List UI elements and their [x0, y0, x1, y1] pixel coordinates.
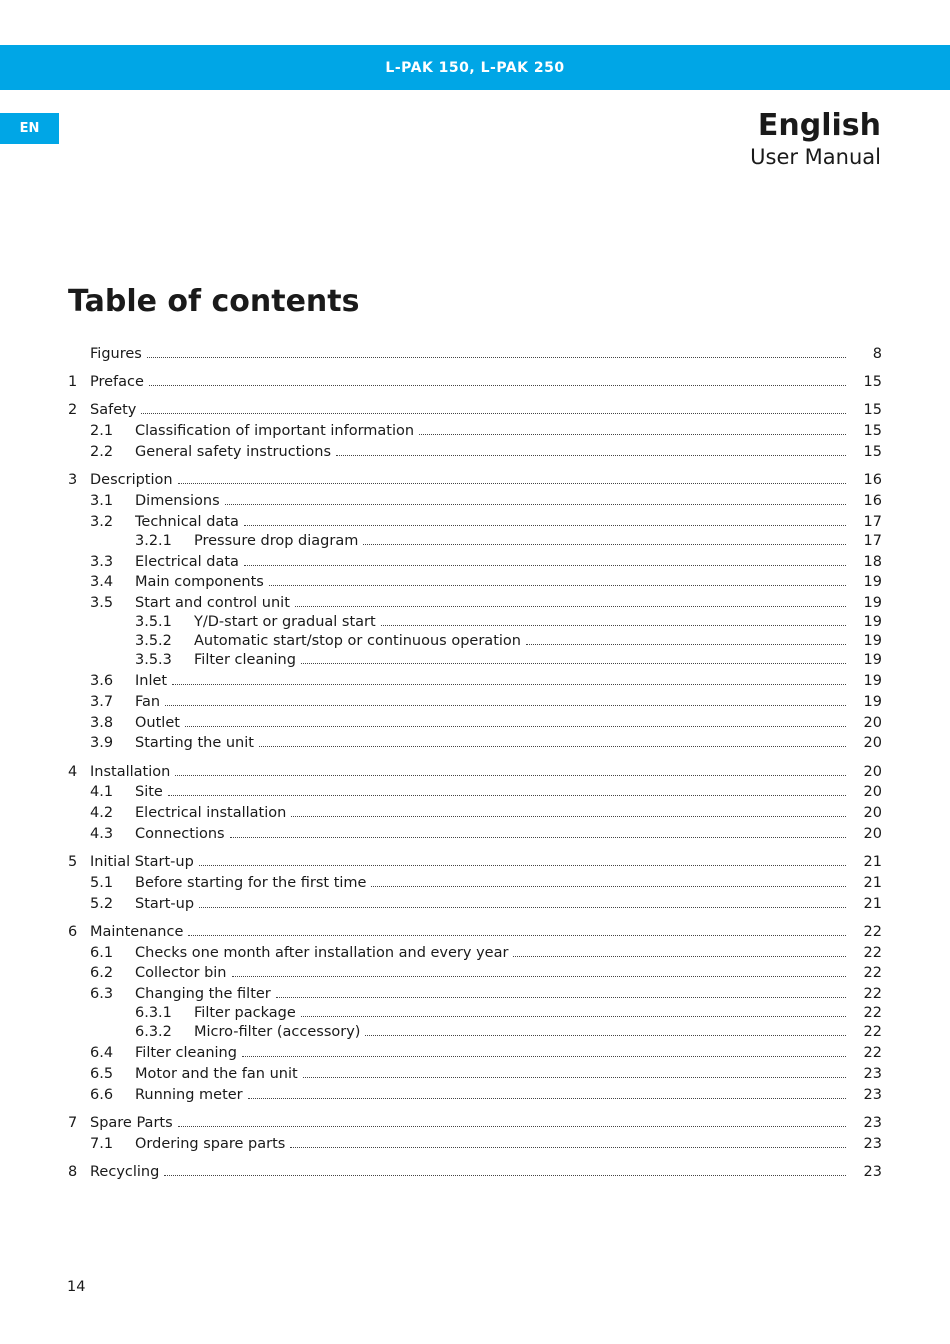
toc-entry-label: Safety — [90, 402, 137, 418]
toc-entry[interactable] — [0, 1113, 950, 1133]
toc-entry-line — [135, 421, 846, 441]
toc-entry-label: Changing the filter — [135, 986, 271, 1002]
toc-entry-line — [135, 713, 846, 733]
toc-entry-page: 23 — [863, 1087, 882, 1103]
toc-entry-page: 19 — [863, 614, 882, 630]
toc-entry-number: 3 — [68, 472, 78, 488]
toc-heading: Table of contents — [68, 284, 360, 319]
toc-entry-page: 22 — [863, 986, 882, 1002]
toc-entry-number: 6.5 — [90, 1066, 114, 1082]
toc-entry[interactable] — [0, 713, 950, 733]
toc-dot-leader — [185, 726, 846, 727]
toc-entry-number: 3.8 — [90, 715, 114, 731]
toc-entry-label: Filter cleaning — [135, 1045, 237, 1061]
header-bar — [0, 45, 950, 90]
toc-dot-leader — [301, 1016, 846, 1017]
toc-entry[interactable] — [0, 803, 950, 823]
toc-entry-number: 4 — [68, 764, 78, 780]
toc-entry-page: 16 — [863, 472, 882, 488]
toc-entry-number: 4.2 — [90, 805, 114, 821]
toc-entry-line — [135, 894, 846, 914]
toc-entry[interactable] — [0, 782, 950, 802]
toc-dot-leader — [232, 976, 847, 977]
toc-entry[interactable] — [0, 442, 950, 462]
toc-entry-label: Preface — [90, 374, 144, 390]
toc-dot-leader — [178, 1126, 846, 1127]
toc-dot-leader — [225, 504, 846, 505]
toc-dot-leader — [381, 625, 846, 626]
toc-entry[interactable] — [0, 572, 950, 592]
toc-entry-line — [90, 344, 846, 364]
toc-entry-label: Start-up — [135, 896, 195, 912]
toc-entry-number: 3.7 — [90, 694, 114, 710]
toc-entry-line — [135, 873, 846, 893]
toc-entry-number: 3.5.3 — [135, 652, 172, 668]
toc-dot-leader — [269, 585, 846, 586]
toc-entry-page: 23 — [863, 1115, 882, 1131]
toc-dot-leader — [291, 816, 846, 817]
toc-entry[interactable] — [0, 852, 950, 872]
toc-entry-number: 7.1 — [90, 1136, 114, 1152]
toc-entry-page: 15 — [863, 402, 882, 418]
toc-entry-page: 23 — [863, 1136, 882, 1152]
toc-entry-label: Inlet — [135, 673, 168, 689]
toc-entry-line — [194, 612, 846, 632]
toc-dot-leader — [230, 837, 846, 838]
toc-entry-page: 22 — [863, 924, 882, 940]
toc-entry-line — [135, 963, 846, 983]
toc-dot-leader — [513, 956, 846, 957]
toc-entry-number: 3.2.1 — [135, 533, 172, 549]
toc-entry-label: Installation — [90, 764, 171, 780]
toc-entry[interactable] — [0, 593, 950, 613]
toc-entry[interactable] — [0, 671, 950, 691]
toc-entry-number: 4.3 — [90, 826, 114, 842]
toc-entry-label: Electrical installation — [135, 805, 287, 821]
toc-entry-label: Electrical data — [135, 554, 239, 570]
toc-entry-line — [90, 400, 846, 420]
toc-entry-label: Before starting for the first time — [135, 875, 367, 891]
toc-entry-line — [135, 943, 846, 963]
toc-dot-leader — [336, 455, 846, 456]
toc-entry-label: Classification of important information — [135, 423, 415, 439]
toc-entry-number: 5 — [68, 854, 78, 870]
toc-entry-page: 19 — [863, 574, 882, 590]
toc-entry-number: 5.2 — [90, 896, 114, 912]
toc-entry-label: Pressure drop diagram — [194, 533, 359, 549]
toc-dot-leader — [276, 997, 846, 998]
toc-entry-page: 23 — [863, 1066, 882, 1082]
language-title: English — [757, 108, 881, 143]
toc-entry[interactable] — [0, 824, 950, 844]
toc-dot-leader — [199, 865, 846, 866]
toc-dot-leader — [175, 775, 846, 776]
toc-dot-leader — [363, 544, 846, 545]
toc-entry[interactable] — [0, 943, 950, 963]
toc-entry-label: Recycling — [90, 1164, 160, 1180]
toc-entry[interactable] — [0, 491, 950, 511]
toc-dot-leader — [244, 565, 846, 566]
toc-entry[interactable] — [0, 612, 950, 632]
toc-entry-label: Y/D-start or gradual start — [194, 614, 376, 630]
toc-entry[interactable] — [0, 692, 950, 712]
toc-entry-label: Figures — [90, 346, 142, 362]
toc-entry[interactable] — [0, 1134, 950, 1154]
toc-entry[interactable] — [0, 552, 950, 572]
toc-entry-page: 19 — [863, 652, 882, 668]
toc-entry[interactable] — [0, 1085, 950, 1105]
toc-entry[interactable] — [0, 400, 950, 420]
toc-entry-page: 15 — [863, 374, 882, 390]
toc-entry-label: Automatic start/stop or continuous operation — [194, 633, 521, 649]
toc-entry-line — [194, 1022, 846, 1042]
toc-entry-number: 3.9 — [90, 735, 114, 751]
toc-entry[interactable] — [0, 1162, 950, 1182]
toc-entry-number: 3.1 — [90, 493, 114, 509]
toc-entry[interactable] — [0, 894, 950, 914]
toc-entry[interactable] — [0, 650, 950, 670]
toc-dot-leader — [371, 886, 846, 887]
toc-dot-leader — [419, 434, 846, 435]
toc-entry-label: Site — [135, 784, 163, 800]
toc-entry-page: 22 — [863, 1045, 882, 1061]
toc-entry-page: 22 — [863, 1024, 882, 1040]
page-number: 14 — [67, 1279, 86, 1295]
toc-entry-label: Initial Start-up — [90, 854, 194, 870]
toc-entry-number: 3.6 — [90, 673, 114, 689]
toc-entry-label: Outlet — [135, 715, 180, 731]
toc-entry-label: Starting the unit — [135, 735, 254, 751]
toc-entry-line — [194, 1003, 846, 1023]
toc-entry-label: Fan — [135, 694, 161, 710]
toc-entry[interactable] — [0, 873, 950, 893]
toc-entry-line — [135, 782, 846, 802]
toc-entry-line — [135, 671, 846, 691]
toc-entry-page: 20 — [863, 764, 882, 780]
language-tab — [0, 113, 59, 144]
toc-entry[interactable] — [0, 1022, 950, 1042]
toc-entry-number: 6.1 — [90, 945, 114, 961]
toc-entry[interactable] — [0, 421, 950, 441]
toc-entry-label: Dimensions — [135, 493, 220, 509]
toc-entry-number: 2 — [68, 402, 78, 418]
toc-entry-page: 19 — [863, 633, 882, 649]
toc-entry-line — [90, 1113, 846, 1133]
toc-entry-number: 3.4 — [90, 574, 114, 590]
toc-entry[interactable] — [0, 344, 950, 364]
toc-entry-label: Technical data — [135, 514, 239, 530]
toc-dot-leader — [290, 1147, 846, 1148]
toc-dot-leader — [188, 935, 846, 936]
toc-entry-line — [135, 733, 846, 753]
toc-entry-page: 16 — [863, 493, 882, 509]
toc-entry-page: 18 — [863, 554, 882, 570]
toc-dot-leader — [259, 746, 846, 747]
toc-entry-label: Maintenance — [90, 924, 184, 940]
toc-entry-label: Filter package — [194, 1005, 296, 1021]
toc-entry-page: 20 — [863, 805, 882, 821]
toc-dot-leader — [147, 357, 846, 358]
toc-entry-line — [135, 491, 846, 511]
toc-entry[interactable] — [0, 1064, 950, 1084]
toc-entry[interactable] — [0, 531, 950, 551]
toc-dot-leader — [199, 907, 846, 908]
toc-entry-label: General safety instructions — [135, 444, 332, 460]
toc-entry-number: 3.3 — [90, 554, 114, 570]
toc-dot-leader — [365, 1035, 846, 1036]
toc-entry-label: Connections — [135, 826, 225, 842]
toc-entry-number: 2.2 — [90, 444, 114, 460]
toc-entry-label: Collector bin — [135, 965, 227, 981]
product-title: L-PAK 150, L-PAK 250 — [385, 59, 565, 76]
toc-entry[interactable] — [0, 1003, 950, 1023]
toc-entry-number: 3.5.1 — [135, 614, 172, 630]
toc-entry-number: 8 — [68, 1164, 78, 1180]
toc-entry-line — [135, 512, 846, 532]
toc-entry-number: 6.2 — [90, 965, 114, 981]
toc-dot-leader — [165, 705, 846, 706]
toc-entry-line — [135, 824, 846, 844]
toc-entry[interactable] — [0, 963, 950, 983]
toc-dot-leader — [526, 644, 846, 645]
toc-entry[interactable] — [0, 762, 950, 782]
toc-entry-line — [135, 572, 846, 592]
toc-entry-number: 7 — [68, 1115, 78, 1131]
toc-entry-number: 6.3.1 — [135, 1005, 172, 1021]
toc-entry-line — [135, 1134, 846, 1154]
toc-entry-number: 6.4 — [90, 1045, 114, 1061]
toc-dot-leader — [149, 385, 846, 386]
toc-entry-label: Ordering spare parts — [135, 1136, 286, 1152]
toc-dot-leader — [178, 483, 846, 484]
toc-entry-label: Description — [90, 472, 173, 488]
toc-entry-label: Running meter — [135, 1087, 243, 1103]
toc-entry-line — [90, 762, 846, 782]
toc-entry-line — [194, 631, 846, 651]
toc-entry-line — [135, 984, 846, 1004]
toc-entry-page: 19 — [863, 595, 882, 611]
toc-entry-number: 5.1 — [90, 875, 114, 891]
toc-entry-page: 20 — [863, 784, 882, 800]
toc-entry-page: 20 — [863, 735, 882, 751]
toc-entry-page: 22 — [863, 965, 882, 981]
toc-entry-label: Micro-filter (accessory) — [194, 1024, 361, 1040]
toc-entry-line — [135, 1043, 846, 1063]
toc-entry-number: 2.1 — [90, 423, 114, 439]
toc-entry[interactable] — [0, 1043, 950, 1063]
toc-entry-page: 20 — [863, 826, 882, 842]
language-code: EN — [19, 121, 40, 136]
document-subtitle: User Manual — [750, 145, 881, 169]
toc-entry-label: Main components — [135, 574, 264, 590]
toc-dot-leader — [164, 1175, 846, 1176]
toc-entry-line — [135, 692, 846, 712]
toc-entry-number: 6.6 — [90, 1087, 114, 1103]
toc-entry-line — [135, 552, 846, 572]
toc-entry-page: 15 — [863, 423, 882, 439]
toc-entry[interactable] — [0, 631, 950, 651]
toc-entry-number: 1 — [68, 374, 78, 390]
toc-dot-leader — [242, 1056, 846, 1057]
toc-entry-number: 3.5 — [90, 595, 114, 611]
toc-entry-number: 6.3 — [90, 986, 114, 1002]
toc-entry-label: Motor and the fan unit — [135, 1066, 298, 1082]
toc-entry-page: 17 — [863, 533, 882, 549]
toc-entry-line — [194, 650, 846, 670]
toc-entry[interactable] — [0, 984, 950, 1004]
toc-entry-label: Spare Parts — [90, 1115, 173, 1131]
toc-entry-page: 17 — [863, 514, 882, 530]
toc-dot-leader — [303, 1077, 846, 1078]
toc-entry-page: 19 — [863, 694, 882, 710]
toc-entry-line — [90, 1162, 846, 1182]
toc-entry-number: 3.2 — [90, 514, 114, 530]
toc-dot-leader — [295, 606, 846, 607]
toc-entry[interactable] — [0, 372, 950, 392]
toc-entry-line — [135, 442, 846, 462]
toc-entry[interactable] — [0, 512, 950, 532]
toc-entry-number: 6 — [68, 924, 78, 940]
toc-entry-line — [90, 372, 846, 392]
toc-entry-page: 22 — [863, 945, 882, 961]
toc-entry-page: 21 — [863, 854, 882, 870]
toc-entry-number: 3.5.2 — [135, 633, 172, 649]
toc-entry-line — [194, 531, 846, 551]
toc-dot-leader — [172, 684, 846, 685]
toc-entry-line — [135, 593, 846, 613]
toc-entry-label: Start and control unit — [135, 595, 290, 611]
toc-dot-leader — [248, 1098, 846, 1099]
toc-dot-leader — [244, 525, 846, 526]
toc-entry-line — [90, 470, 846, 490]
toc-entry-page: 20 — [863, 715, 882, 731]
toc-entry-number: 6.3.2 — [135, 1024, 172, 1040]
toc-entry-line — [135, 1085, 846, 1105]
toc-entry-page: 22 — [863, 1005, 882, 1021]
toc-entry-page: 23 — [863, 1164, 882, 1180]
toc-entry-line — [90, 852, 846, 872]
toc-entry-label: Filter cleaning — [194, 652, 296, 668]
toc-dot-leader — [141, 413, 846, 414]
toc-dot-leader — [168, 795, 846, 796]
toc-entry-page: 8 — [872, 346, 882, 362]
toc-entry-line — [90, 922, 846, 942]
toc-entry-label: Checks one month after installation and every year — [135, 945, 509, 961]
toc-entry-page: 21 — [863, 896, 882, 912]
toc-entry[interactable] — [0, 733, 950, 753]
toc-entry-line — [135, 1064, 846, 1084]
toc-entry[interactable] — [0, 470, 950, 490]
toc-entry-page: 19 — [863, 673, 882, 689]
toc-entry-number: 4.1 — [90, 784, 114, 800]
toc-entry[interactable] — [0, 922, 950, 942]
toc-entry-page: 15 — [863, 444, 882, 460]
toc-entry-line — [135, 803, 846, 823]
toc-entry-page: 21 — [863, 875, 882, 891]
toc-dot-leader — [301, 663, 846, 664]
